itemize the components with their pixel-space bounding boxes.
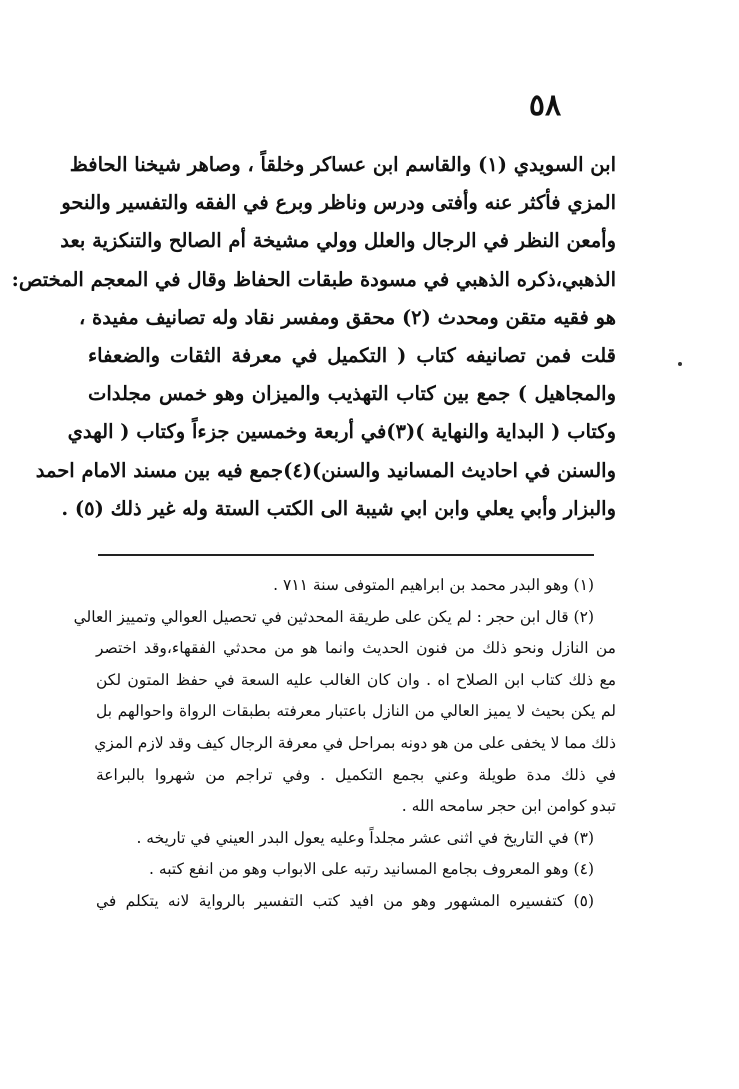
main-line: هو فقيه متقن ومحدث (٢) محقق ومفسر نقاد وله تصانيف مفيدة ، — [78, 305, 616, 329]
footnote-line: في ذلك مدة طويلة وعني بجمع التكميل . وفي تراجم من شهروا بالبراعة — [96, 765, 616, 784]
main-line: الذهبي،ذكره الذهبي في مسودة طبقات الحفاظ وقال في المعجم المختص: — [11, 267, 616, 291]
footnote-line: (١) وهو البدر محمد بن ابراهيم المتوفى سنة ٧١١ . — [273, 576, 594, 594]
footnotes — [73, 570, 616, 918]
main-line: والمجاهيل ) جمع بين كتاب التهذيب والميزان وهو خمس مجلدات — [88, 382, 616, 406]
main-line: وأمعن النظر في الرجال والعلل وولي مشيخة أم الصالح والتنكزية بعد — [60, 229, 616, 253]
main-line: وكتاب ( البداية والنهاية )(٣)في أربعة وخمسين جزءاً وكتاب ( الهدي — [67, 420, 616, 444]
main-line: والبزار وأبي يعلي وابن ابي شيبة الى الكتب الستة وله غير ذلك (٥) . — [61, 496, 616, 520]
footnote-line: (٥) كتفسيره المشهور وهو من افيد كتب التفسير بالرواية لانه يتكلم في — [96, 891, 594, 910]
footnote-line: (٣) في التاريخ في اثنى عشر مجلداً وعليه يعول البدر العيني في تاريخه . — [136, 828, 594, 847]
margin-dot — [678, 362, 682, 366]
footnote-divider — [98, 554, 594, 556]
footnote-line: مع ذلك كتاب ابن الصلاح اه . وان كان الغالب عليه السعة في حفظ المتون لكن — [96, 670, 616, 689]
main-line: قلت فمن تصانيفه كتاب ( التكميل في معرفة الثقات والضعفاء — [88, 343, 616, 367]
main-line: والسنن في احاديث المسانيد والسنن)(٤)جمع فيه بين مسند الامام احمد — [35, 458, 616, 482]
footnote-line: (٤) وهو المعروف بجامع المسانيد رتبه على الابواب وهو من انفع كتبه . — [149, 860, 594, 879]
footnote-line: من النازل ونحو ذلك من فنون الحديث وانما هو من محدثي الفقهاء،وقد اختصر — [96, 639, 616, 658]
footnote-line: (٢) قال ابن حجر : لم يكن على طريقة المحدثين في تحصيل العوالي وتمييز العالي — [73, 607, 594, 626]
main-line: المزي فأكثر عنه وأفتى ودرس وناظر وبرع في الفقه والتفسير والنحو — [61, 191, 616, 215]
footnote-line: لم يكن بحيث لا يميز العالي من النازل باعتبار معرفته بطبقات الرواة واحوالهم بل — [96, 702, 616, 721]
main-text — [11, 146, 616, 528]
main-line: ابن السويدي (١) والقاسم ابن عساكر وخلقاً ، وصاهر شيخنا الحافظ — [69, 153, 616, 176]
footnote-line: تبدو كوامن ابن حجر سامحه الله . — [401, 797, 616, 816]
page-number: ٥٨ — [528, 88, 562, 123]
footnote-line: ذلك مما لا يخفى على من هو دونه بمراحل في معرفة الرجال كيف وقد لازم المزي — [94, 733, 616, 752]
